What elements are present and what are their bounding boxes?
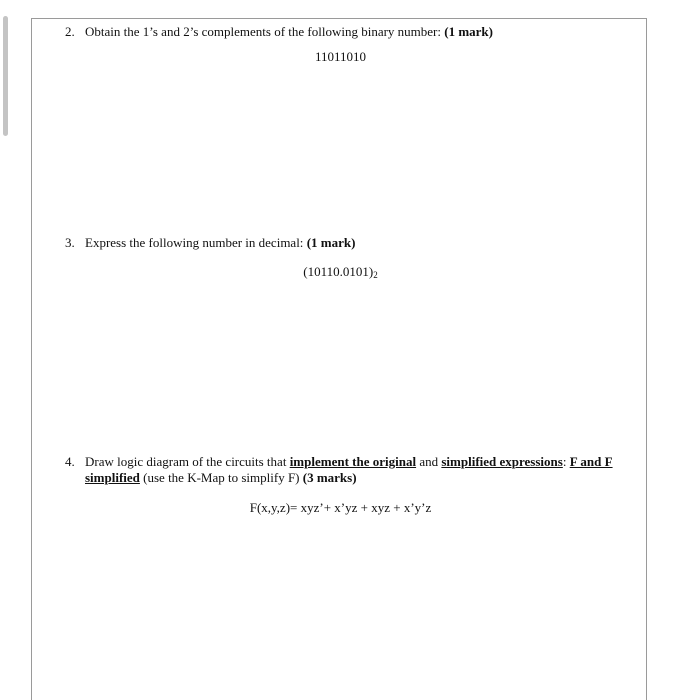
question-3-base-subscript: 2 xyxy=(373,270,378,280)
question-3-number-value xyxy=(0,264,681,280)
question-3-number: 3. xyxy=(65,235,75,250)
question-2-binary-number: 11011010 xyxy=(314,49,367,64)
question-2-number: 2. xyxy=(65,24,75,39)
question-4-text-part3: : xyxy=(562,454,570,469)
question-4-expression: F(x,y,z)= xyz’+ x’yz + xyz + x’y’z xyxy=(249,500,432,515)
question-3-value: (10110.0101) xyxy=(303,264,374,279)
question-4-emph-f-and-f: F and F xyxy=(569,454,613,469)
question-4-marks: (3 marks) xyxy=(302,470,357,485)
question-4 xyxy=(65,454,640,486)
document-page xyxy=(31,18,647,700)
scrollbar-thumb[interactable] xyxy=(3,16,8,136)
question-2-marks: (1 mark) xyxy=(444,24,493,39)
question-4-emph-simplified-expressions: simplified expressions xyxy=(441,454,563,469)
question-4-number: 4. xyxy=(65,454,75,469)
question-3 xyxy=(65,235,645,251)
question-4-emph-simplified: simplified xyxy=(85,470,140,485)
question-4-text-part4: (use the K-Map to simplify F) xyxy=(139,470,303,485)
question-3-text: Express the following number in decimal: xyxy=(85,235,307,250)
question-3-marks: (1 mark) xyxy=(306,235,356,250)
question-4-emph-implement-original: implement the original xyxy=(289,454,417,469)
question-2-text: Obtain the 1’s and 2’s complements of the following binary number: xyxy=(85,24,445,39)
question-2 xyxy=(65,24,645,40)
question-4-text-part1: Draw logic diagram of the circuits that xyxy=(85,454,290,469)
question-4-text-part2: and xyxy=(416,454,442,469)
